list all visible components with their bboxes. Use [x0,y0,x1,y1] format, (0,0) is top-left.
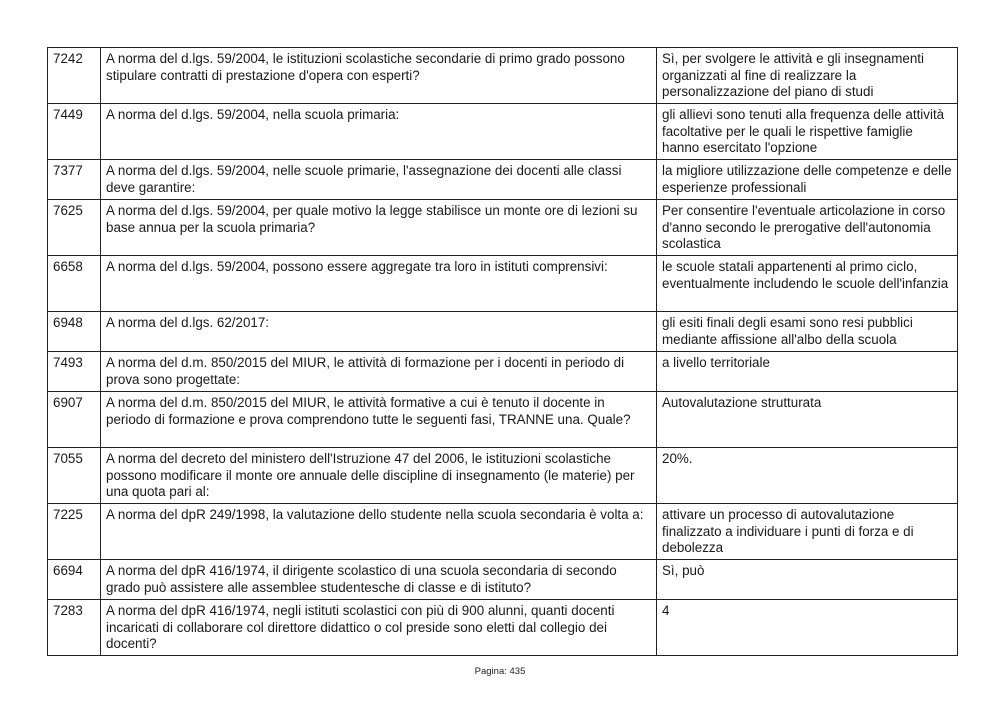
question-id: 6948 [48,312,101,352]
document-page [47,47,957,656]
question-text: A norma del d.lgs. 59/2004, per quale motivo la legge stabilisce un monte ore di lezioni su base annua per la scuola primaria? [101,200,657,256]
answer-text: gli allievi sono tenuti alla frequenza delle attività facoltative per le quali le rispettive famiglie hanno esercitato l'opzione [657,104,958,160]
table-row [48,448,958,504]
answer-text: a livello territoriale [657,352,958,392]
question-id: 7377 [48,160,101,200]
question-text: A norma del d.lgs. 62/2017: [101,312,657,352]
answer-text: 20%. [657,448,958,504]
table-row [48,504,958,560]
answer-text: gli esiti finali degli esami sono resi pubblici mediante affissione all'albo della scuola [657,312,958,352]
question-text: A norma del dpR 416/1974, il dirigente scolastico di una scuola secondaria di secondo grado può assistere alle assemblee studentesche di classe e di istituto? [101,560,657,600]
question-text: A norma del dpR 416/1974, negli istituti scolastici con più di 900 alunni, quanti docenti incaricati di collaborare col direttore didattico o col preside sono eletti dal collegio dei docenti? [101,600,657,656]
table-row [48,312,958,352]
question-text: A norma del d.lgs. 59/2004, nella scuola primaria: [101,104,657,160]
question-id: 7055 [48,448,101,504]
answer-text: Sì, per svolgere le attività e gli insegnamenti organizzati al fine di realizzare la personalizzazione del piano di studi [657,48,958,104]
table-row [48,256,958,312]
question-table [47,47,958,656]
answer-text: la migliore utilizzazione delle competenze e delle esperienze professionali [657,160,958,200]
question-text: A norma del d.lgs. 59/2004, possono essere aggregate tra loro in istituti comprensivi: [101,256,657,312]
question-id: 7225 [48,504,101,560]
table-row [48,392,958,448]
answer-text: Sì, può [657,560,958,600]
table-row [48,200,958,256]
page-number: Pagina: 435 [474,666,526,677]
answer-text: Autovalutazione strutturata [657,392,958,448]
question-text: A norma del d.m. 850/2015 del MIUR, le attività di formazione per i docenti in periodo di prova sono progettate: [101,352,657,392]
question-id: 7625 [48,200,101,256]
table-row [48,104,958,160]
question-id: 7242 [48,48,101,104]
table-row [48,48,958,104]
question-id: 6694 [48,560,101,600]
answer-text: Per consentire l'eventuale articolazione in corso d'anno secondo le prerogative dell'autonomia scolastica [657,200,958,256]
question-id: 7449 [48,104,101,160]
table-row [48,160,958,200]
question-id: 7283 [48,600,101,656]
question-id: 7493 [48,352,101,392]
answer-text: attivare un processo di autovalutazione finalizzato a individuare i punti di forza e di debolezza [657,504,958,560]
question-text: A norma del dpR 249/1998, la valutazione dello studente nella scuola secondaria è volta a: [101,504,657,560]
question-id: 6658 [48,256,101,312]
table-row [48,600,958,656]
question-id: 6907 [48,392,101,448]
question-text: A norma del d.lgs. 59/2004, le istituzioni scolastiche secondarie di primo grado possono stipulare contratti di prestazione d'opera con esperti? [101,48,657,104]
answer-text: le scuole statali appartenenti al primo ciclo, eventualmente includendo le scuole dell'infanzia [657,256,958,312]
question-text: A norma del d.lgs. 59/2004, nelle scuole primarie, l'assegnazione dei docenti alle classi deve garantire: [101,160,657,200]
table-row [48,352,958,392]
answer-text: 4 [657,600,958,656]
question-text: A norma del decreto del ministero dell'Istruzione 47 del 2006, le istituzioni scolastiche possono modificare il monte ore annuale delle discipline di insegnamento (le materie) per una quota pari al: [101,448,657,504]
question-text: A norma del d.m. 850/2015 del MIUR, le attività formative a cui è tenuto il docente in periodo di formazione e prova comprendono tutte le seguenti fasi, TRANNE una. Quale? [101,392,657,448]
table-row [48,560,958,600]
